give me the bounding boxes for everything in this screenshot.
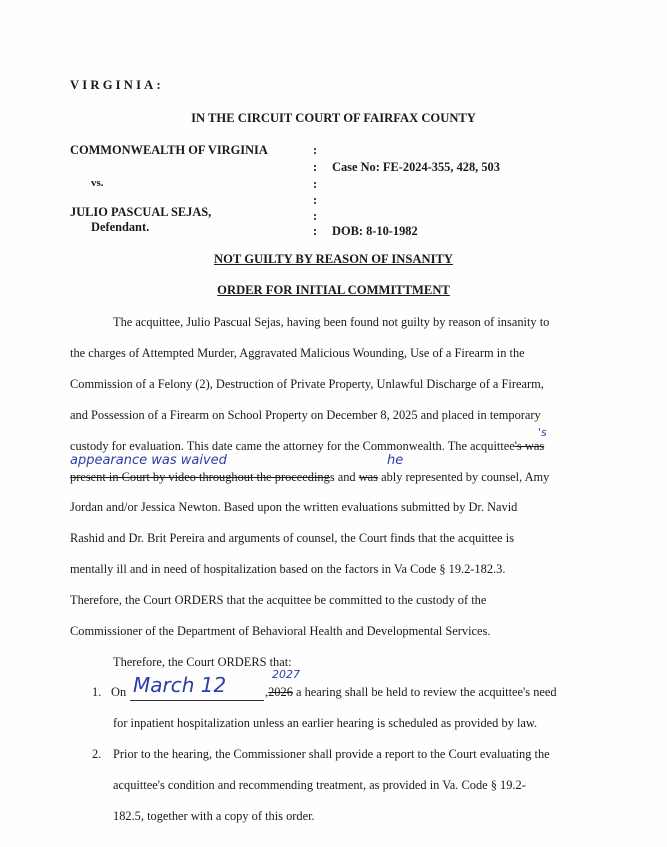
body-text: custody for evaluation. This date came the attorney for the Commonwealth. The acquittee	[70, 439, 515, 453]
item-text: acquittee's condition and recommending treatment, as provided in Va. Code § 19.2-	[113, 778, 526, 792]
item-on-label: On	[111, 685, 127, 699]
caption-colon: :	[313, 193, 318, 207]
versus-label: vs.	[91, 177, 104, 189]
struck-text: 's was	[514, 439, 545, 453]
defendant-name: JULIO PASCUAL SEJAS,	[70, 205, 212, 219]
item-number: 2.	[92, 747, 102, 761]
caption-colon: :	[313, 224, 318, 238]
caption-colon: :	[313, 160, 318, 174]
item-text: Prior to the hearing, the Commissioner shall provide a report to the Court evaluating the	[113, 747, 550, 761]
state-heading: VIRGINIA:	[70, 78, 164, 92]
handwritten-insert-appearance: appearance was waived	[70, 453, 227, 468]
body-line: and Possession of a Firearm on School Property on December 8, 2025 and placed in temporary	[70, 408, 541, 422]
item-text: 182.5, together with a copy of this order.	[113, 809, 315, 823]
item-text: for inpatient hospitalization unless an earlier hearing is scheduled as provided by law.	[113, 716, 538, 730]
date-blank-line	[130, 700, 264, 701]
title-order: ORDER FOR INITIAL COMMITTMENT	[217, 283, 450, 297]
body-text: s and	[329, 470, 359, 484]
body-line: mentally ill and in need of hospitalization based on the factors in Va Code § 19.2-182.3.	[70, 562, 506, 576]
handwritten-hearing-date: March 12	[133, 673, 227, 697]
handwritten-insert-is: 's	[538, 426, 547, 439]
body-line: Rashid and Dr. Brit Pereira and arguments of counsel, the Court finds that the acquittee is	[70, 531, 515, 545]
body-line: the charges of Attempted Murder, Aggravated Malicious Wounding, Use of a Firearm in the	[70, 346, 525, 360]
body-line: Commission of a Felony (2), Destruction of Private Property, Unlawful Discharge of a Firearm,	[70, 377, 544, 391]
struck-text: present in Court by video throughout the proceeding	[70, 470, 330, 484]
order-intro: Therefore, the Court ORDERS that:	[113, 655, 292, 669]
body-line: The acquittee, Julio Pascual Sejas, having been found not guilty by reason of insanity to	[113, 315, 550, 329]
handwritten-insert-he: he	[387, 453, 404, 468]
item-number: 1.	[92, 685, 102, 699]
body-line-with-edit	[70, 439, 544, 454]
body-line: Commissioner of the Department of Behavioral Health and Developmental Services.	[70, 624, 491, 638]
caption-colon: :	[313, 177, 318, 191]
body-text: ably represented by counsel, Amy	[378, 470, 550, 484]
date-of-birth: DOB: 8-10-1982	[332, 224, 418, 238]
caption-colon: :	[313, 143, 318, 157]
court-heading: IN THE CIRCUIT COURT OF FAIRFAX COUNTY	[191, 111, 476, 125]
item-text: ,2026 a hearing shall be held to review the acquittee's need	[265, 685, 557, 699]
body-line: Therefore, the Court ORDERS that the acquittee be committed to the custody of the	[70, 593, 487, 607]
body-line: Jordan and/or Jessica Newton. Based upon the written evaluations submitted by Dr. Navid	[70, 500, 518, 514]
defendant-label: Defendant.	[91, 220, 150, 234]
caption-colon: :	[313, 209, 318, 223]
struck-year: 2026	[268, 685, 293, 699]
body-line-with-edit	[70, 470, 549, 485]
title-not-guilty: NOT GUILTY BY REASON OF INSANITY	[214, 252, 453, 266]
struck-text: was	[358, 470, 379, 484]
plaintiff-name: COMMONWEALTH OF VIRGINIA	[70, 143, 268, 157]
handwritten-year: 2027	[272, 668, 300, 681]
item-rest-text: a hearing shall be held to review the acquittee's need	[292, 685, 557, 699]
case-number: Case No: FE-2024-355, 428, 503	[332, 160, 500, 174]
